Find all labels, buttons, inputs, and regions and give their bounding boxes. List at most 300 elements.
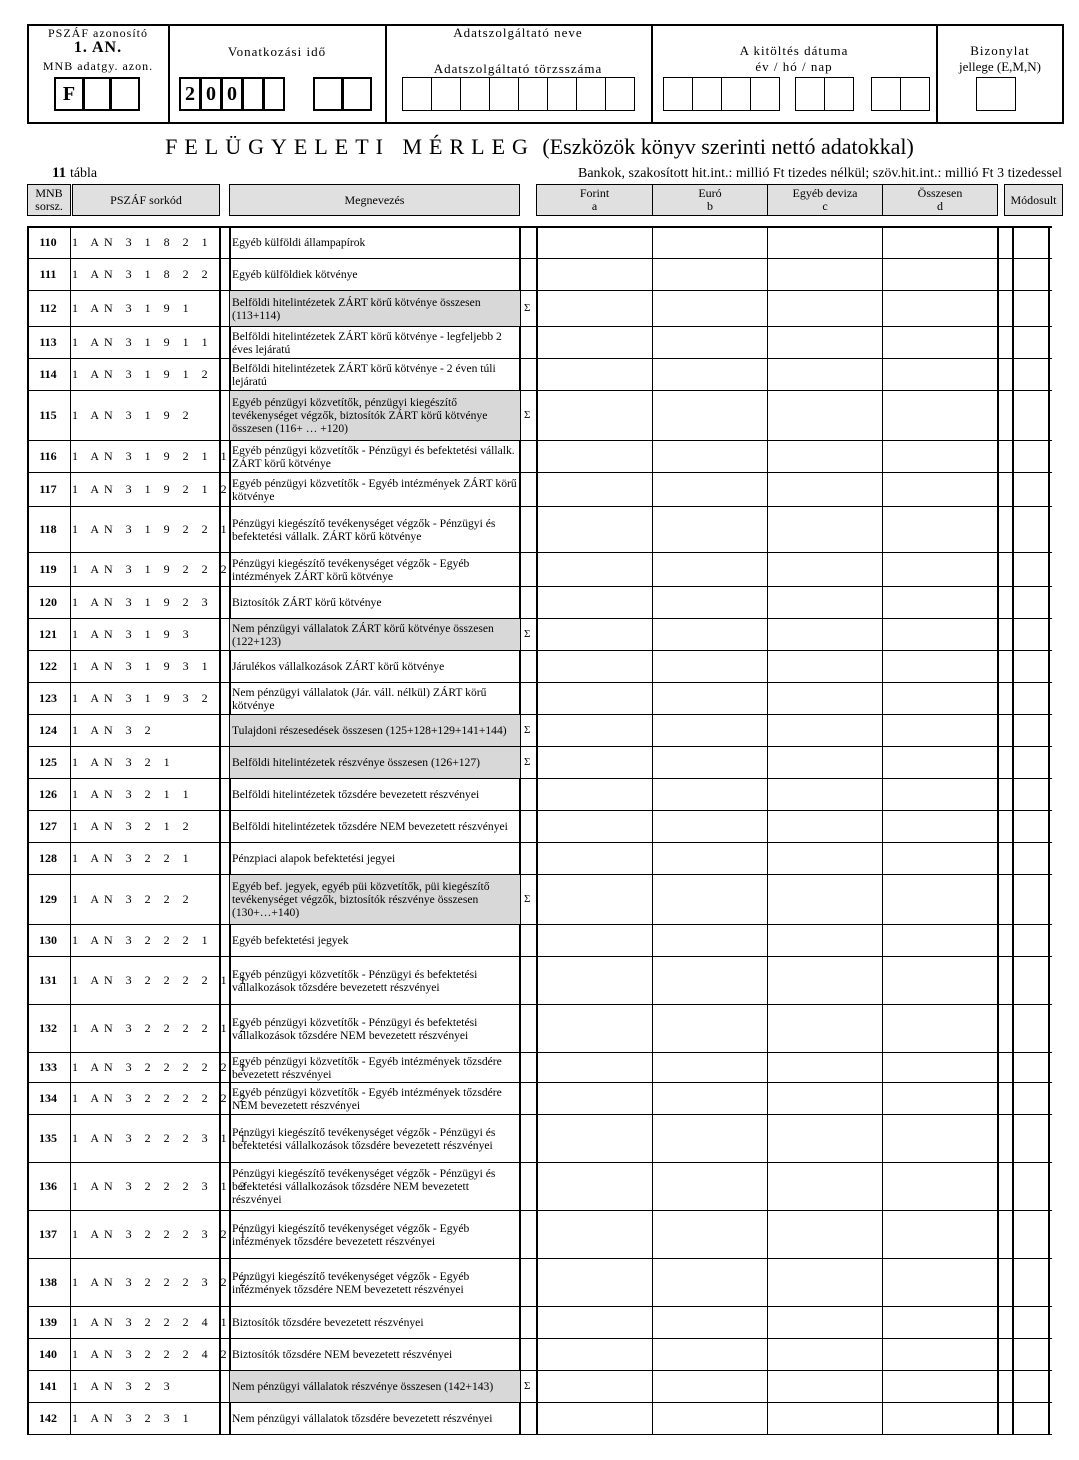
value-cell-euro[interactable] <box>653 778 768 810</box>
value-cell-modosult[interactable] <box>1013 1210 1049 1258</box>
value-cell-modosult[interactable] <box>1013 226 1049 258</box>
row-name: Tulajdoni részesedések összesen (125+128+129+141+144) <box>230 715 520 746</box>
value-cell-osszesen[interactable] <box>883 1082 998 1114</box>
value-cell-osszesen[interactable] <box>883 1258 998 1306</box>
value-cell-modosult[interactable] <box>1013 778 1049 810</box>
table-row <box>27 1114 1052 1162</box>
torzsszam-cell[interactable] <box>402 77 432 111</box>
row-code: 1 AN 3 2 2 2 2 1 1 <box>72 973 251 987</box>
value-cell-modosult[interactable] <box>1013 390 1049 440</box>
value-cell-forint[interactable] <box>537 778 654 810</box>
pszaf-id-cells[interactable] <box>55 77 140 111</box>
row-code: 1 AN 3 2 3 1 <box>72 1411 194 1425</box>
row-code: 1 AN 3 1 8 2 1 <box>72 235 213 249</box>
value-cell-modosult[interactable] <box>1013 1004 1049 1052</box>
row-name: Járulékos vállalkozások ZÁRT körű kötvénye <box>232 660 445 673</box>
row-code: 1 AN 3 1 9 2 <box>72 408 194 422</box>
torzsszam-cells[interactable] <box>403 77 635 111</box>
value-cell-osszesen[interactable] <box>883 258 998 290</box>
value-cell-modosult[interactable] <box>1013 810 1049 842</box>
col-header-osszesen <box>882 184 998 216</box>
value-cell-egyeb[interactable] <box>768 1258 883 1306</box>
row-name: Pénzügyi kiegészítő tevékenységet végzők - Egyéb intézmények tőzsdére bevezetett részvényei <box>232 1221 470 1248</box>
value-cell-euro[interactable] <box>653 1402 768 1434</box>
value-cell-forint[interactable] <box>537 1370 654 1402</box>
row-number: 128 <box>39 851 57 865</box>
col-header-modosult <box>1004 184 1063 216</box>
value-cell-euro[interactable] <box>653 618 768 650</box>
value-cell-euro[interactable] <box>653 1210 768 1258</box>
pszaf-id-cell[interactable] <box>110 77 140 111</box>
sum-sigma-marker: Σ <box>524 756 531 768</box>
value-cell-forint[interactable] <box>537 258 654 290</box>
row-number: 122 <box>39 659 57 673</box>
year-digit-cell[interactable]: 2 <box>179 77 201 111</box>
row-code: 1 AN 3 2 2 2 3 1 2 <box>72 1179 251 1193</box>
value-cell-egyeb[interactable] <box>768 778 883 810</box>
adatszolg-neve-label: Adatszolgáltató neve <box>453 25 583 40</box>
row-name: Pénzügyi kiegészítő tevékenységet végzők - Pénzügyi és befektetési vállalkozások tőzsdére bevezetett részvényei <box>232 1125 496 1152</box>
row-name: Egyéb külföldi állampapírok <box>232 236 366 249</box>
page-title <box>0 134 1079 160</box>
value-cell-forint[interactable] <box>537 1306 654 1338</box>
value-cell-modosult[interactable] <box>1013 618 1049 650</box>
value-cell-forint[interactable] <box>537 440 654 472</box>
row-code: 1 AN 3 1 9 1 1 <box>72 335 213 349</box>
table-row <box>27 842 1052 874</box>
value-cell-egyeb[interactable] <box>768 956 883 1004</box>
value-cell-osszesen[interactable] <box>883 358 998 390</box>
value-cell-euro[interactable] <box>653 390 768 440</box>
value-cell-euro[interactable] <box>653 1082 768 1114</box>
year-digit-cell[interactable] <box>242 77 264 111</box>
value-cell-egyeb[interactable] <box>768 714 883 746</box>
value-cell-forint[interactable] <box>537 810 654 842</box>
row-code: 1 AN 3 1 9 2 2 1 <box>72 522 232 536</box>
value-cell-osszesen[interactable] <box>883 618 998 650</box>
value-cell-egyeb[interactable] <box>768 358 883 390</box>
row-name: Belföldi hitelintézetek részvénye összesen (126+127) <box>230 747 520 778</box>
value-cell-osszesen[interactable] <box>883 746 998 778</box>
value-cell-egyeb[interactable] <box>768 810 883 842</box>
col-header-euro <box>652 184 768 216</box>
row-name: Egyéb pénzügyi közvetítők - Pénzügyi és befektetési vállalkozások tőzsdére bevezetett részvényei <box>232 967 478 994</box>
pszaf-id-cell[interactable]: F <box>54 77 84 111</box>
row-number: 137 <box>39 1227 57 1241</box>
value-cell-forint[interactable] <box>537 506 654 552</box>
row-number: 133 <box>39 1060 57 1074</box>
value-cell-egyeb[interactable] <box>768 1114 883 1162</box>
year-digit-cell[interactable]: 0 <box>221 77 243 111</box>
value-cell-egyeb[interactable] <box>768 1162 883 1210</box>
value-cell-forint[interactable] <box>537 1162 654 1210</box>
value-cell-euro[interactable] <box>653 810 768 842</box>
value-cell-forint[interactable] <box>537 1082 654 1114</box>
fill-year-cell[interactable] <box>721 77 751 111</box>
col-header-egyeb-label: Egyéb deviza <box>792 186 858 200</box>
fill-year-cell[interactable] <box>692 77 722 111</box>
value-cell-modosult[interactable] <box>1013 842 1049 874</box>
value-cell-egyeb[interactable] <box>768 650 883 682</box>
row-name: Pénzpiaci alapok befektetési jegyei <box>232 852 396 865</box>
value-cell-forint[interactable] <box>537 924 654 956</box>
sum-sigma-marker: Σ <box>524 893 531 905</box>
value-cell-forint[interactable] <box>537 1004 654 1052</box>
value-cell-osszesen[interactable] <box>883 506 998 552</box>
value-cell-egyeb[interactable] <box>768 326 883 358</box>
table-row <box>27 1210 1052 1258</box>
value-cell-modosult[interactable] <box>1013 746 1049 778</box>
value-cell-modosult[interactable] <box>1013 1052 1049 1082</box>
value-cell-egyeb[interactable] <box>768 682 883 714</box>
value-cell-euro[interactable] <box>653 746 768 778</box>
value-cell-modosult[interactable] <box>1013 586 1049 618</box>
value-cell-egyeb[interactable] <box>768 842 883 874</box>
units-note: Bankok, szakosított hit.int.: millió Ft tizedes nélkül; szöv.hit.int.: millió Ft 3 tizedessel <box>577 166 1062 181</box>
value-cell-euro[interactable] <box>653 682 768 714</box>
value-cell-osszesen[interactable] <box>883 682 998 714</box>
table-row <box>27 1338 1052 1370</box>
value-cell-euro[interactable] <box>653 226 768 258</box>
value-cell-modosult[interactable] <box>1013 552 1049 586</box>
col-header-forint-sub: a <box>591 199 598 213</box>
value-cell-egyeb[interactable] <box>768 1004 883 1052</box>
value-cell-egyeb[interactable] <box>768 1210 883 1258</box>
pszaf-label: PSZÁF azonosító <box>47 26 148 40</box>
fill-date-year-cells[interactable] <box>664 77 780 111</box>
value-cell-forint[interactable] <box>537 552 654 586</box>
value-cell-forint[interactable] <box>537 358 654 390</box>
table-row <box>27 586 1052 618</box>
value-cell-egyeb[interactable] <box>768 472 883 506</box>
value-cell-modosult[interactable] <box>1013 650 1049 682</box>
row-name: Egyéb külföldiek kötvénye <box>232 268 358 281</box>
year-digit-cell[interactable]: 0 <box>200 77 222 111</box>
table-row <box>27 1082 1052 1114</box>
value-cell-modosult[interactable] <box>1013 440 1049 472</box>
value-cell-osszesen[interactable] <box>883 874 998 924</box>
row-code: 1 AN 3 1 9 2 2 2 <box>72 562 232 576</box>
col-header-megnevezes-label: Megnevezés <box>344 192 405 207</box>
vonatkozasi-label: Vonatkozási idő <box>227 44 327 59</box>
value-cell-egyeb[interactable] <box>768 924 883 956</box>
value-cell-osszesen[interactable] <box>883 1004 998 1052</box>
row-code: 1 AN 3 2 3 <box>72 1379 175 1393</box>
row-number: 114 <box>39 367 57 381</box>
row-code: 1 AN 3 2 2 2 3 2 1 <box>72 1227 251 1241</box>
value-cell-forint[interactable] <box>537 290 654 326</box>
value-cell-forint[interactable] <box>537 586 654 618</box>
value-cell-forint[interactable] <box>537 226 654 258</box>
row-number: 115 <box>39 408 57 422</box>
value-cell-osszesen[interactable] <box>883 1162 998 1210</box>
fill-day-cell[interactable] <box>871 77 901 111</box>
value-cell-euro[interactable] <box>653 472 768 506</box>
row-name: Pénzügyi kiegészítő tevékenységet végzők - Egyéb intézmények ZÁRT körű kötvénye <box>232 556 470 583</box>
row-name: Egyéb pénzügyi közvetítők - Egyéb intézmények ZÁRT körű kötvénye <box>232 476 517 503</box>
value-cell-modosult[interactable] <box>1013 1114 1049 1162</box>
value-cell-modosult[interactable] <box>1013 358 1049 390</box>
col-header-pszaf <box>72 184 220 216</box>
row-number: 132 <box>39 1021 57 1035</box>
row-code: 1 AN 3 2 1 1 <box>72 787 194 801</box>
fill-date-day-cells[interactable] <box>872 77 930 111</box>
value-cell-forint[interactable] <box>537 1114 654 1162</box>
bizonylat-cells[interactable] <box>977 77 1016 111</box>
value-cell-euro[interactable] <box>653 586 768 618</box>
value-cell-egyeb[interactable] <box>768 746 883 778</box>
value-cell-osszesen[interactable] <box>883 842 998 874</box>
value-cell-euro[interactable] <box>653 714 768 746</box>
row-code: 1 AN 3 2 2 2 3 2 2 <box>72 1275 251 1289</box>
torzsszam-cell[interactable] <box>605 77 635 111</box>
row-name: Egyéb pénzügyi közvetítők - Pénzügyi és befektetési vállalkozások tőzsdére NEM bevezetett részvényei <box>232 1015 478 1042</box>
torzsszam-cell[interactable] <box>518 77 548 111</box>
value-cell-egyeb[interactable] <box>768 586 883 618</box>
value-cell-euro[interactable] <box>653 1370 768 1402</box>
row-name: Pénzügyi kiegészítő tevékenységet végzők - Pénzügyi és befektetési vállalkozások tőzsdére NEM bevezetett részvényei <box>232 1167 496 1206</box>
value-cell-euro[interactable] <box>653 1162 768 1210</box>
row-number: 127 <box>39 819 57 833</box>
col-header-osszesen-sub: d <box>937 199 943 213</box>
value-cell-forint[interactable] <box>537 874 654 924</box>
torzsszam-cell[interactable] <box>431 77 461 111</box>
value-cell-osszesen[interactable] <box>883 650 998 682</box>
value-cell-modosult[interactable] <box>1013 874 1049 924</box>
value-cell-forint[interactable] <box>537 746 654 778</box>
value-cell-egyeb[interactable] <box>768 440 883 472</box>
row-code: 1 AN 3 2 1 <box>72 755 175 769</box>
value-cell-modosult[interactable] <box>1013 1338 1049 1370</box>
value-cell-osszesen[interactable] <box>883 714 998 746</box>
value-cell-euro[interactable] <box>653 1258 768 1306</box>
table-row <box>27 326 1052 358</box>
row-name: Belföldi hitelintézetek ZÁRT körű kötvénye - legfeljebb 2 éves lejáratú <box>232 329 502 356</box>
row-number: 117 <box>39 482 57 496</box>
value-cell-modosult[interactable] <box>1013 924 1049 956</box>
value-cell-egyeb[interactable] <box>768 618 883 650</box>
fill-year-cell[interactable] <box>663 77 693 111</box>
value-cell-forint[interactable] <box>537 472 654 506</box>
value-cell-modosult[interactable] <box>1013 1082 1049 1114</box>
value-cell-euro[interactable] <box>653 1338 768 1370</box>
row-number: 112 <box>39 301 57 315</box>
value-cell-euro[interactable] <box>653 842 768 874</box>
row-name: Nem pénzügyi vállalatok (Jár. váll. nélkül) ZÁRT körű kötvénye <box>232 685 487 712</box>
sum-sigma-marker: Σ <box>524 302 531 314</box>
value-cell-egyeb[interactable] <box>768 1370 883 1402</box>
table-row <box>27 472 1052 506</box>
value-cell-egyeb[interactable] <box>768 552 883 586</box>
value-cell-osszesen[interactable] <box>883 1402 998 1434</box>
value-cell-euro[interactable] <box>653 358 768 390</box>
value-cell-forint[interactable] <box>537 682 654 714</box>
value-cell-egyeb[interactable] <box>768 1052 883 1082</box>
value-cell-osszesen[interactable] <box>883 440 998 472</box>
value-cell-egyeb[interactable] <box>768 506 883 552</box>
value-cell-egyeb[interactable] <box>768 874 883 924</box>
fill-day-cell[interactable] <box>900 77 930 111</box>
value-cell-forint[interactable] <box>537 618 654 650</box>
row-code: 1 AN 3 2 2 2 3 1 1 <box>72 1131 251 1145</box>
value-cell-modosult[interactable] <box>1013 1402 1049 1434</box>
row-name: Egyéb bef. jegyek, egyéb püi közvetítők, püi kiegészítő tevékenységet végzők, biztosítók részvénye összesen (130+…+140) <box>230 875 520 924</box>
bizonylat-cell[interactable] <box>976 77 1016 111</box>
pszaf-id-cell[interactable] <box>83 77 111 111</box>
mnb-label: MNB adatgy. azon. <box>42 59 154 73</box>
value-cell-forint[interactable] <box>537 1052 654 1082</box>
value-cell-modosult[interactable] <box>1013 682 1049 714</box>
value-cell-euro[interactable] <box>653 924 768 956</box>
value-cell-osszesen[interactable] <box>883 956 998 1004</box>
value-cell-forint[interactable] <box>537 390 654 440</box>
value-cell-egyeb[interactable] <box>768 1306 883 1338</box>
title-main: FELÜGYELETI MÉRLEG <box>165 134 535 159</box>
reference-date-cells[interactable] <box>180 77 285 111</box>
row-name: Biztosítók ZÁRT körű kötvénye <box>232 596 382 609</box>
row-code: 1 AN 3 2 2 2 4 2 <box>72 1347 232 1361</box>
value-cell-osszesen[interactable] <box>883 326 998 358</box>
value-cell-modosult[interactable] <box>1013 1162 1049 1210</box>
fill-month-cell[interactable] <box>795 77 825 111</box>
row-name: Biztosítók tőzsdére bevezetett részvényei <box>232 1316 424 1329</box>
value-cell-modosult[interactable] <box>1013 472 1049 506</box>
table-row <box>27 1306 1052 1338</box>
table-row <box>27 390 1052 440</box>
row-code: 1 AN 3 2 1 2 <box>72 819 194 833</box>
value-cell-modosult[interactable] <box>1013 258 1049 290</box>
value-cell-euro[interactable] <box>653 258 768 290</box>
value-cell-euro[interactable] <box>653 326 768 358</box>
col-header-modosult-label: Módosult <box>1010 192 1057 207</box>
value-cell-forint[interactable] <box>537 714 654 746</box>
value-cell-osszesen[interactable] <box>883 1052 998 1082</box>
row-code: 1 AN 3 1 9 3 1 <box>72 659 213 673</box>
row-code: 1 AN 3 1 9 3 <box>72 627 194 641</box>
adatszolg-torzs-label: Adatszolgáltató törzsszáma <box>433 61 603 76</box>
value-cell-euro[interactable] <box>653 1306 768 1338</box>
fill-month-cell[interactable] <box>824 77 854 111</box>
col-header-forint <box>536 184 653 216</box>
value-cell-osszesen[interactable] <box>883 552 998 586</box>
value-cell-osszesen[interactable] <box>883 586 998 618</box>
value-cell-euro[interactable] <box>653 1052 768 1082</box>
value-cell-osszesen[interactable] <box>883 472 998 506</box>
row-number: 142 <box>39 1411 57 1425</box>
value-cell-egyeb[interactable] <box>768 1338 883 1370</box>
value-cell-forint[interactable] <box>537 1258 654 1306</box>
value-cell-modosult[interactable] <box>1013 506 1049 552</box>
value-cell-forint[interactable] <box>537 956 654 1004</box>
table-row <box>27 874 1052 924</box>
table-row <box>27 650 1052 682</box>
table-row <box>27 956 1052 1004</box>
fill-year-cell[interactable] <box>750 77 780 111</box>
row-code: 1 AN 3 2 2 2 1 <box>72 933 213 947</box>
torzsszam-cell[interactable] <box>460 77 490 111</box>
row-name: Nem pénzügyi vállalatok részvénye összesen (142+143) <box>230 1371 520 1402</box>
table-row <box>27 778 1052 810</box>
table-row <box>27 1162 1052 1210</box>
value-cell-modosult[interactable] <box>1013 290 1049 326</box>
year-digit-cell[interactable] <box>263 77 285 111</box>
value-cell-euro[interactable] <box>653 650 768 682</box>
value-cell-euro[interactable] <box>653 506 768 552</box>
row-number: 139 <box>39 1315 57 1329</box>
value-cell-egyeb[interactable] <box>768 258 883 290</box>
value-cell-euro[interactable] <box>653 552 768 586</box>
row-name: Belföldi hitelintézetek ZÁRT körű kötvénye összesen (113+114) <box>230 291 520 326</box>
value-cell-forint[interactable] <box>537 842 654 874</box>
value-cell-forint[interactable] <box>537 650 654 682</box>
value-cell-euro[interactable] <box>653 290 768 326</box>
value-cell-osszesen[interactable] <box>883 290 998 326</box>
month-digit-cell[interactable] <box>342 77 372 111</box>
value-cell-modosult[interactable] <box>1013 326 1049 358</box>
value-cell-osszesen[interactable] <box>883 1114 998 1162</box>
row-number: 119 <box>39 562 57 576</box>
value-cell-euro[interactable] <box>653 1004 768 1052</box>
value-cell-egyeb[interactable] <box>768 1402 883 1434</box>
value-cell-modosult[interactable] <box>1013 956 1049 1004</box>
value-cell-osszesen[interactable] <box>883 226 998 258</box>
value-cell-egyeb[interactable] <box>768 226 883 258</box>
value-cell-osszesen[interactable] <box>883 1338 998 1370</box>
value-cell-euro[interactable] <box>653 440 768 472</box>
col-header-euro-sub: b <box>707 199 713 213</box>
torzsszam-cell[interactable] <box>576 77 606 111</box>
value-cell-modosult[interactable] <box>1013 1258 1049 1306</box>
col-header-euro-label: Euró <box>698 186 722 200</box>
row-number: 118 <box>39 522 57 536</box>
value-cell-forint[interactable] <box>537 1402 654 1434</box>
value-cell-egyeb[interactable] <box>768 1082 883 1114</box>
value-cell-forint[interactable] <box>537 1210 654 1258</box>
col-header-mnb <box>27 184 71 216</box>
value-cell-forint[interactable] <box>537 326 654 358</box>
jellege-label: jellege (E,M,N) <box>959 59 1041 74</box>
value-cell-osszesen[interactable] <box>883 778 998 810</box>
row-number: 124 <box>39 723 57 737</box>
value-cell-osszesen[interactable] <box>883 1370 998 1402</box>
value-cell-egyeb[interactable] <box>768 390 883 440</box>
table-word: tábla <box>69 166 98 181</box>
fill-date-month-cells[interactable] <box>796 77 854 111</box>
value-cell-euro[interactable] <box>653 874 768 924</box>
value-cell-modosult[interactable] <box>1013 714 1049 746</box>
torzsszam-cell[interactable] <box>547 77 577 111</box>
col-header-egyeb <box>767 184 883 216</box>
month-digit-cell[interactable] <box>313 77 343 111</box>
torzsszam-cell[interactable] <box>489 77 519 111</box>
row-number: 111 <box>39 267 57 281</box>
reference-month-cells[interactable] <box>314 77 372 111</box>
value-cell-euro[interactable] <box>653 1114 768 1162</box>
value-cell-osszesen[interactable] <box>883 390 998 440</box>
row-number: 129 <box>39 892 57 906</box>
value-cell-modosult[interactable] <box>1013 1370 1049 1402</box>
value-cell-modosult[interactable] <box>1013 1306 1049 1338</box>
row-code: 1 AN 3 2 2 2 2 2 1 <box>72 1060 251 1074</box>
value-cell-osszesen[interactable] <box>883 1210 998 1258</box>
value-cell-euro[interactable] <box>653 956 768 1004</box>
value-cell-forint[interactable] <box>537 1338 654 1370</box>
value-cell-egyeb[interactable] <box>768 290 883 326</box>
row-name: Nem pénzügyi vállalatok ZÁRT körű kötvénye összesen (122+123) <box>230 619 520 650</box>
value-cell-osszesen[interactable] <box>883 1306 998 1338</box>
value-cell-osszesen[interactable] <box>883 810 998 842</box>
value-cell-osszesen[interactable] <box>883 924 998 956</box>
